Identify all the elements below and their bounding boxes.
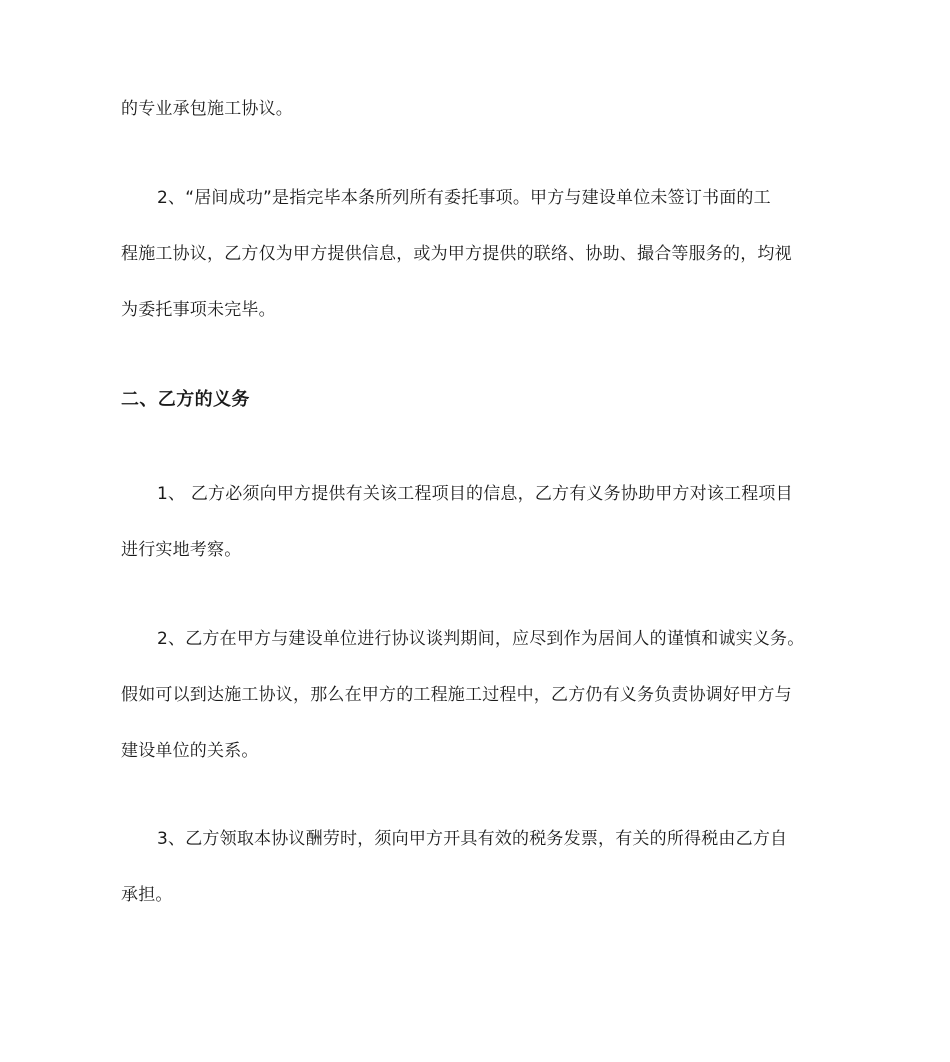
paragraph-line: 1、 乙方必须向甲方提供有关该工程项目的信息，乙方有义务协助甲方对该工程项目: [157, 484, 793, 504]
paragraph-line: 的专业承包施工协议。: [121, 99, 293, 119]
paragraph-line: 程施工协议，乙方仅为甲方提供信息，或为甲方提供的联络、协助、撮合等服务的，均视: [121, 244, 792, 264]
paragraph-line: 2、“居间成功”是指完毕本条所列所有委托事项。甲方与建设单位未签订书面的工: [157, 188, 771, 208]
paragraph-line: 假如可以到达施工协议，那么在甲方的工程施工过程中，乙方仍有义务负责协调好甲方与: [121, 685, 792, 705]
paragraph-line: 3、乙方领取本协议酬劳时，须向甲方开具有效的税务发票，有关的所得税由乙方自: [157, 829, 788, 849]
paragraph-line: 进行实地考察。: [121, 540, 242, 560]
paragraph-line: 为委托事项未完毕。: [121, 300, 276, 320]
paragraph-line: 建设单位的关系。: [121, 741, 259, 761]
paragraph-line: 承担。: [121, 885, 173, 905]
section-heading: 二、乙方的义务: [121, 389, 250, 410]
paragraph-line: 2、乙方在甲方与建设单位进行协议谈判期间，应尽到作为居间人的谨慎和诚实义务。: [157, 629, 805, 649]
